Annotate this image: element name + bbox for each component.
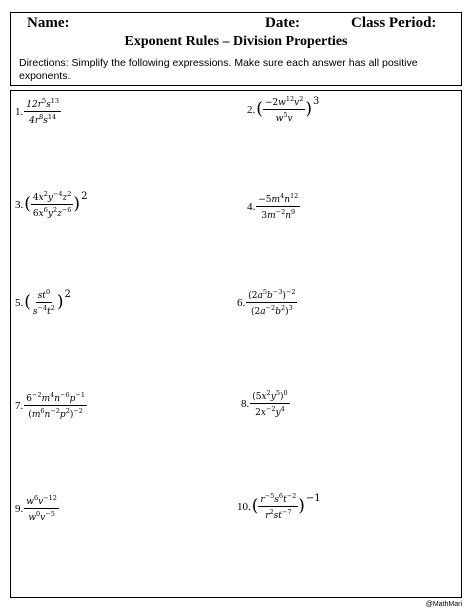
problem-2	[247, 95, 319, 124]
problem-3	[15, 190, 87, 219]
expression: ( $\frac{r^{-5}s^6t^{-2}}{r^2st^{-7}}$ ) −1	[251, 492, 321, 521]
problem-number: 10.	[237, 500, 251, 513]
problem-number: 7.	[15, 399, 24, 412]
name-label: Name:	[27, 15, 70, 31]
problem-8	[241, 389, 290, 418]
problem-number: 3.	[15, 198, 24, 211]
date-label: Date:	[265, 15, 300, 31]
author-credit: @MathMari	[425, 601, 462, 608]
problem-number: 5.	[15, 296, 24, 309]
student-info-row	[11, 15, 461, 35]
expression: $\frac{-5m^4n^{12}}{3m^{-2}n^9}$	[258, 192, 299, 221]
problem-6	[237, 288, 297, 317]
problem-10	[237, 492, 321, 521]
problems-area	[10, 90, 462, 598]
problem-number: 8.	[241, 397, 250, 410]
expression: $\frac{6^{-2}m^4n^{-6}p^{-1}}{(m^6n^{-2}p^2)^{-2}}$	[26, 391, 86, 420]
worksheet-title: Exponent Rules – Division Properties	[124, 34, 348, 49]
problem-number: 4.	[247, 200, 256, 213]
expression: ( $\frac{st^0}{s^{-4}t^2}$ ) 2	[24, 288, 71, 317]
directions-text: Directions: Simplify the following expressions. Make sure each answer has all positive exponents.	[19, 57, 418, 82]
worksheet-header	[10, 12, 462, 86]
problem-number: 2.	[247, 103, 256, 116]
problem-4	[247, 192, 300, 221]
expression: $\frac{(2a^5b^{-3})^{-2}}{(2a^{-2}b^2)^3}$	[248, 288, 296, 317]
expression: ( $\frac{4x^2y^{-4}z^2}{6x^6y^2z^{-6}}$ ) 2	[24, 190, 88, 219]
expression: $\frac{(5x^2y^5)^0}{2x^{-2}y^4}$	[252, 389, 288, 418]
expression: $\frac{12r^5s^{13}}{4r^8s^{14}}$	[26, 97, 60, 126]
problem-9	[15, 494, 59, 523]
problem-number: 6.	[237, 296, 246, 309]
expression: ( $\frac{-2w^{12}v^2}{w^5v}$ ) 3	[256, 95, 320, 124]
problem-number: 1.	[15, 105, 24, 118]
problem-1	[15, 97, 61, 126]
problem-5	[15, 288, 71, 317]
expression: $\frac{w^6v^{-12}}{w^0v^{-5}}$	[26, 494, 57, 523]
problem-number: 9.	[15, 502, 24, 515]
problem-7	[15, 391, 87, 420]
class-period-label: Class Period:	[351, 15, 437, 31]
